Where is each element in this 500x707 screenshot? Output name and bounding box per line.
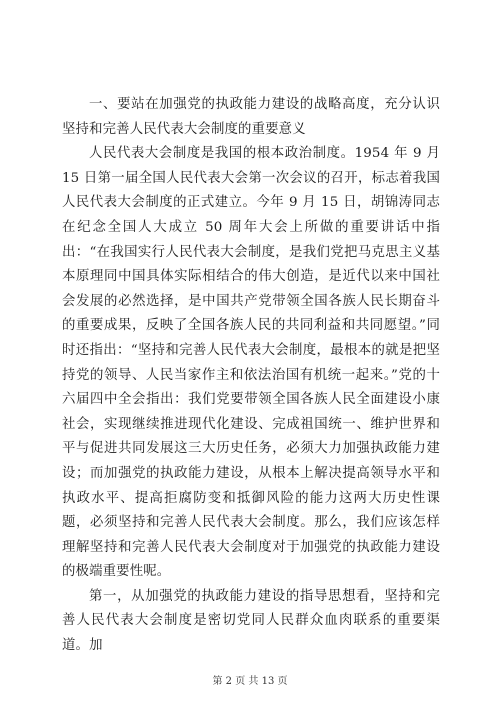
section-heading: 一、要站在加强党的执政能力建设的战略高度，充分认识坚持和完善人民代表大会制度的重要意义 <box>62 97 440 137</box>
document-body <box>62 93 440 659</box>
body-paragraph-2: 第一，从加强党的执政能力建设的指导思想看，坚持和完善人民代表大会制度是密切党同人民群众血肉联系的重要渠道。加 <box>62 588 440 654</box>
page-number-footer: 第 2 页 共 13 页 <box>212 676 288 687</box>
body-paragraph-1: 人民代表大会制度是我国的根本政治制度。1954 年 9 月 15 日第一届全国人民代表大会第一次会议的召开，标志着我国人民代表大会制度的正式建立。今年 9 月 15 日，胡锦涛同志在纪念全国人大成立 50 周年大会上所做的重要讲话中指出：“在我国实行人民代表大会制度，是我们党把马克思主义基本原理同中国具体实际相结合的伟大创造，是近代以来中国社会发展的必然选择，是中国共产党带领全国各族人民长期奋斗的重要成果，反映了全国各族人民的共同利益和共同愿望。”同时还指出：“坚持和完善人民代表大会制度，最根本的就是把坚持党的领导、人民当家作主和依法治国有机统一起来。”党的十六届四中全会指出：我们党要带领全国各族人民全面建设小康社会，实现继续推进现代化建设、完成祖国统一、维护世界和平与促进共同发展这三大历史任务，必须大力加强执政能力建设；而加强党的执政能力建设，从根本上解决提高领导水平和执政水平、提高拒腐防变和抵御风险的能力这两大历史性课题，必须坚持和完善人民代表大会制度。那么，我们应该怎样理解坚持和完善人民代表大会制度对于加强党的执政能力建设的极端重要性呢。 <box>62 146 440 580</box>
